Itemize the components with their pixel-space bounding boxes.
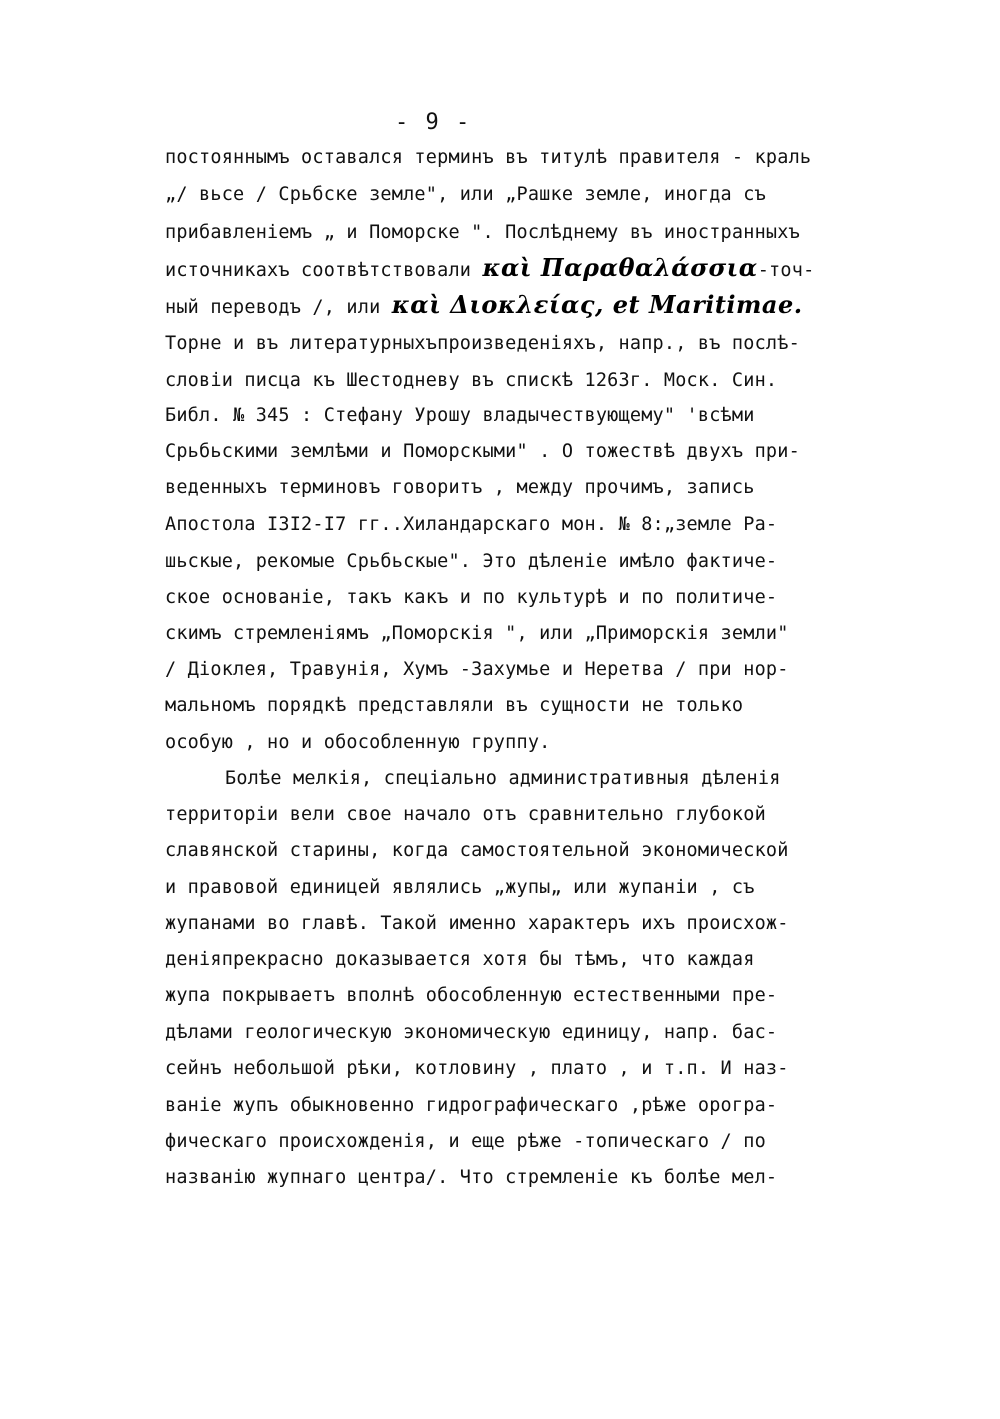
text-line: славянской старины, когда самостоятельной экономической (165, 840, 789, 861)
text-segment: -точ- (757, 260, 815, 281)
text-line: / Діоклея, Травунія, Хумъ -Захумье и Неретва / при нор- (165, 659, 789, 680)
text-line: мальномъ порядкѣ представляли въ сущности не только (165, 695, 744, 716)
text-line-with-handwriting (165, 253, 845, 283)
handwritten-insertion: καὶ Παραθαλάσσια (482, 253, 758, 282)
text-line: и правовой единицей являлись „жупы„ или жупаніи , съ (165, 877, 755, 898)
text-line: шьскые, рекомые Срьбьскые". Это дѣленіе имѣло фактиче- (165, 551, 778, 572)
text-line: ское основаніе, такъ какъ и по культурѣ и по политиче- (165, 587, 778, 608)
text-line: жупанами во главѣ. Такой именно характеръ ихъ происхож- (165, 913, 789, 934)
text-line: постояннымъ оставался терминъ въ титулѣ правителя - краль (165, 147, 812, 168)
paragraph-first-line: Болѣе мелкія, спеціально административныя дѣленія (225, 768, 781, 789)
text-line: Срьбьскими землѣми и Поморскыми" . О тожествѣ двухъ при- (165, 441, 800, 462)
text-line: скимъ стремленіямъ „Поморскія ", или „Приморскія земли" (165, 623, 789, 644)
text-line: названію жупнаго центра/. Что стремленіе къ болѣе мел- (165, 1167, 778, 1188)
text-line: „/ вьсе / Срьбске земле", или „Рашке земле, иногда съ (165, 184, 766, 205)
text-line: прибавленіемъ „ и Поморске ". Послѣднему въ иностранныхъ (165, 222, 800, 243)
text-segment: ный переводъ /, или (165, 297, 392, 318)
text-line: фическаго происхожденія, и еще рѣже -топическаго / по (165, 1131, 766, 1152)
text-line: веденныхъ терминовъ говоритъ , между прочимъ, запись (165, 477, 755, 498)
text-line-with-handwriting (165, 290, 845, 320)
text-line: дѣлами геологическую экономическую единицу, напр. бас- (165, 1022, 778, 1043)
text-line: сейнъ небольшой рѣки, котловину , плато , и т.п. И наз- (165, 1058, 789, 1079)
text-line: жупа покрываетъ вполнѣ обособленную естественными пре- (165, 985, 778, 1006)
text-line: деніяпрекрасно доказывается хотя бы тѣмъ, что каждая (165, 949, 755, 970)
text-line: Апостола I3I2-I7 гг..Хиландарскаго мон. № 8:„земле Ра- (165, 514, 778, 535)
text-line: особую , но и обособленную группу. (165, 732, 551, 753)
handwritten-insertion: καὶ Διοκλείας, et Maritimae. (391, 290, 803, 319)
text-line: ваніе жупъ обыкновенно гидрографическаго ,рѣже орогра- (165, 1095, 778, 1116)
text-line: территоріи вели свое начало отъ сравнительно глубокой (165, 804, 766, 825)
text-line: словіи писца къ Шестодневу въ спискѣ 1263г. Моск. Син. (165, 370, 778, 391)
text-segment: источникахъ соотвѣтствовали (165, 260, 483, 281)
text-line: Торне и въ литературныхъпроизведеніяхъ, напр., въ послѣ- (165, 333, 800, 354)
page-number: - 9 - (395, 110, 472, 135)
text-line: Библ. № 345 : Стефану Урошу владычествующему" 'всѣми (165, 405, 755, 426)
